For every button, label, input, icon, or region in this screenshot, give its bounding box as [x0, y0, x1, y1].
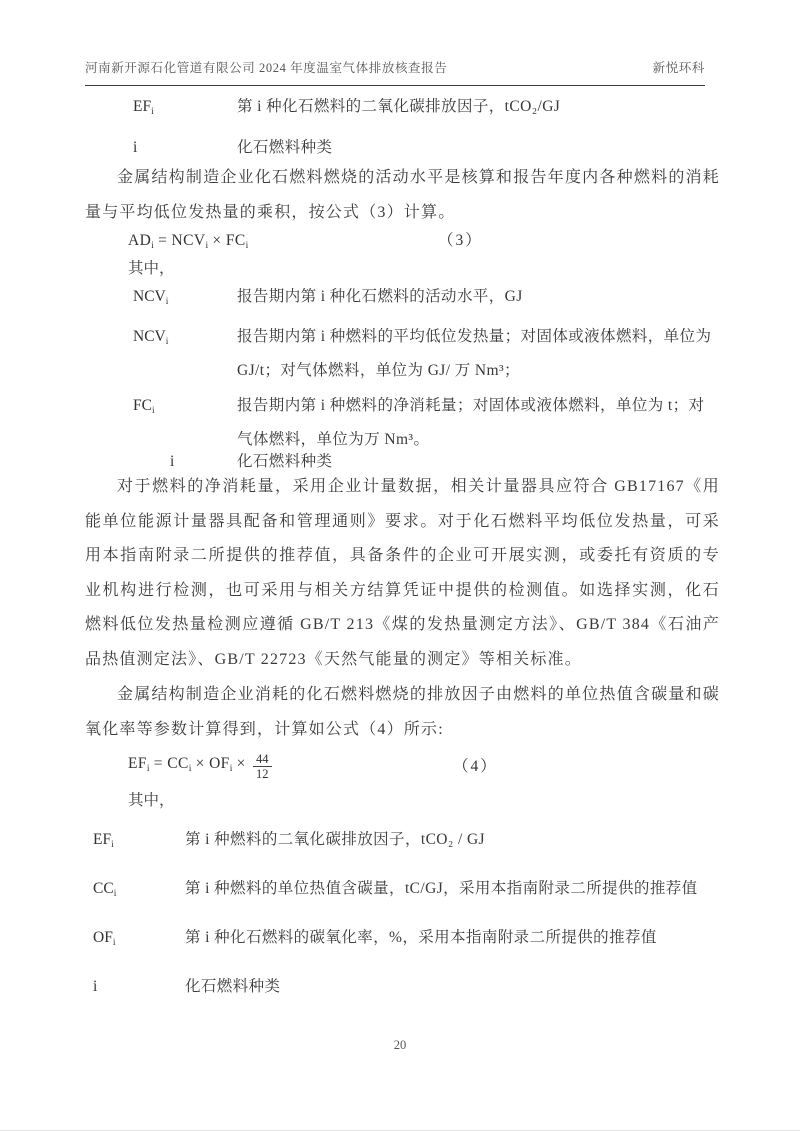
term-definition: 第 i 种化石燃料的碳氧化率，%，采用本指南附录二所提供的推荐值: [185, 929, 657, 946]
fraction-numerator: 44: [253, 752, 272, 767]
formula-var: CC: [167, 755, 189, 772]
formula-var-subscript: i: [146, 764, 150, 774]
paragraph-emission-factor: 金属结构制造企业消耗的化石燃料燃烧的排放因子由燃料的单位热值含碳量和碳氧化率等参数计算得到，计算如公式（4）所示:: [85, 686, 720, 738]
fraction-denominator: 12: [256, 767, 269, 781]
term-definition: 第 i 种燃料的单位热值含碳量，tC/GJ，采用本指南附录二所提供的推荐值: [185, 880, 698, 897]
term-base: i: [93, 978, 98, 995]
formula-var-subscript: i: [245, 241, 249, 251]
term-definition: 报告期内第 i 种化石燃料的活动水平，GJ: [237, 288, 523, 305]
term-symbol: [85, 916, 185, 965]
definition-list-top: [85, 89, 720, 171]
formula-var-subscript: i: [229, 764, 233, 774]
term-base: NCV: [133, 288, 166, 305]
definition-list-mid: [85, 280, 720, 483]
term-subscript: i: [112, 938, 116, 948]
term-symbol: [85, 818, 185, 867]
formula-4-expression: [128, 751, 272, 781]
page-number: 20: [393, 1038, 407, 1052]
formula-var: EF: [128, 755, 147, 772]
term-base: i: [133, 139, 138, 156]
equals-sign: =: [149, 755, 168, 772]
term-definition: 报告期内第 i 种燃料的净消耗量；对固体或液体燃料，单位为 t；对气体燃料，单位为万 Nm³。: [237, 396, 705, 448]
page-header: [85, 58, 705, 86]
formula-var: NCV: [171, 232, 206, 249]
term-symbol: [85, 867, 185, 916]
term-base: FC: [133, 396, 152, 414]
among-label: 其中，: [128, 260, 175, 277]
formula-3-expression: [128, 232, 248, 249]
definition-row: [85, 320, 720, 389]
formula-number: （3）: [438, 232, 483, 249]
term-definition: 第 i 种化石燃料的二氧化碳排放因子，tCO₂/GJ: [237, 98, 561, 115]
term-symbol: [85, 280, 237, 320]
term-definition: 报告期内第 i 种燃料的平均低位发热量；对固体或液体燃料，单位为 GJ/t；对气体燃料，单位为 GJ/ 万 Nm³；: [237, 327, 712, 379]
term-subscript: i: [165, 336, 169, 347]
equals-sign: =: [153, 232, 172, 249]
formula-var: OF: [209, 755, 230, 772]
header-brand: 新悦环科: [652, 61, 705, 75]
multiply-sign: ×: [191, 755, 210, 772]
formula-var-subscript: i: [205, 241, 209, 251]
multiply-sign: ×: [208, 232, 226, 249]
term-symbol: [85, 389, 237, 429]
term-definition: 化石燃料种类: [185, 978, 281, 995]
definition-row: [85, 280, 720, 320]
term-base: i: [170, 452, 175, 470]
term-subscript: i: [113, 889, 117, 899]
page-footer: [0, 1038, 800, 1053]
definition-row: [85, 818, 720, 867]
definition-list-bottom: [85, 818, 720, 1014]
header-doc-title: 河南新开源石化管道有限公司 2024 年度温室气体排放核查报告: [85, 61, 448, 75]
term-subscript: i: [151, 107, 154, 117]
term-subscript: i: [165, 297, 169, 307]
term-symbol: [85, 320, 237, 360]
term-base: EF: [93, 831, 112, 848]
among-label: 其中，: [128, 792, 175, 809]
paragraph-measurement-requirements: 对于燃料的净消耗量，采用企业计量数据，相关计量器具应符合 GB17167《用能单位能源计量器具配备和管理通则》要求。对于化石燃料平均低位发热量，可采用本指南附录二所提供的推荐值，具备条件的企业可开展实测，或委托有资质的专业机构进行检测，也可采用与相关方结算凭证中提供的检测值。如选择实测，化石燃料低位发热量检测应遵循 GB/T 213《煤的发热量测定方法》、GB/T 384《石油产品热值测定法》、GB/T 22723《天然气能量的测定》等相关标准。: [85, 478, 720, 668]
term-definition: 化石燃料种类: [237, 452, 333, 470]
term-definition: 第 i 种燃料的二氧化碳排放因子，tCO₂ / GJ: [185, 831, 485, 848]
fraction-44-12: [253, 752, 272, 782]
term-base: EF: [133, 98, 152, 115]
term-base: OF: [93, 929, 113, 946]
definition-row: [85, 89, 720, 130]
term-symbol: [85, 89, 237, 130]
formula-var-subscript: i: [151, 241, 154, 251]
formula-4: [85, 742, 763, 791]
formula-var-subscript: i: [188, 764, 192, 774]
term-subscript: i: [111, 840, 114, 850]
formula-var: FC: [225, 232, 246, 249]
term-base: CC: [93, 880, 114, 897]
formula-var: AD: [128, 232, 152, 249]
term-symbol: [85, 965, 185, 1014]
term-base: NCV: [133, 327, 166, 345]
multiply-sign: ×: [232, 755, 251, 772]
paragraph-activity-level: 金属结构制造企业化石燃料燃烧的活动水平是核算和报告年度内各种燃料的消耗量与平均低位发热量的乘积，按公式（3）计算。: [85, 169, 720, 221]
formula-number: （4）: [453, 758, 498, 775]
definition-row: [85, 867, 720, 916]
term-definition: 化石燃料种类: [237, 139, 333, 156]
definition-row: [85, 965, 720, 1014]
term-subscript: i: [151, 405, 155, 416]
definition-row: [85, 916, 720, 965]
